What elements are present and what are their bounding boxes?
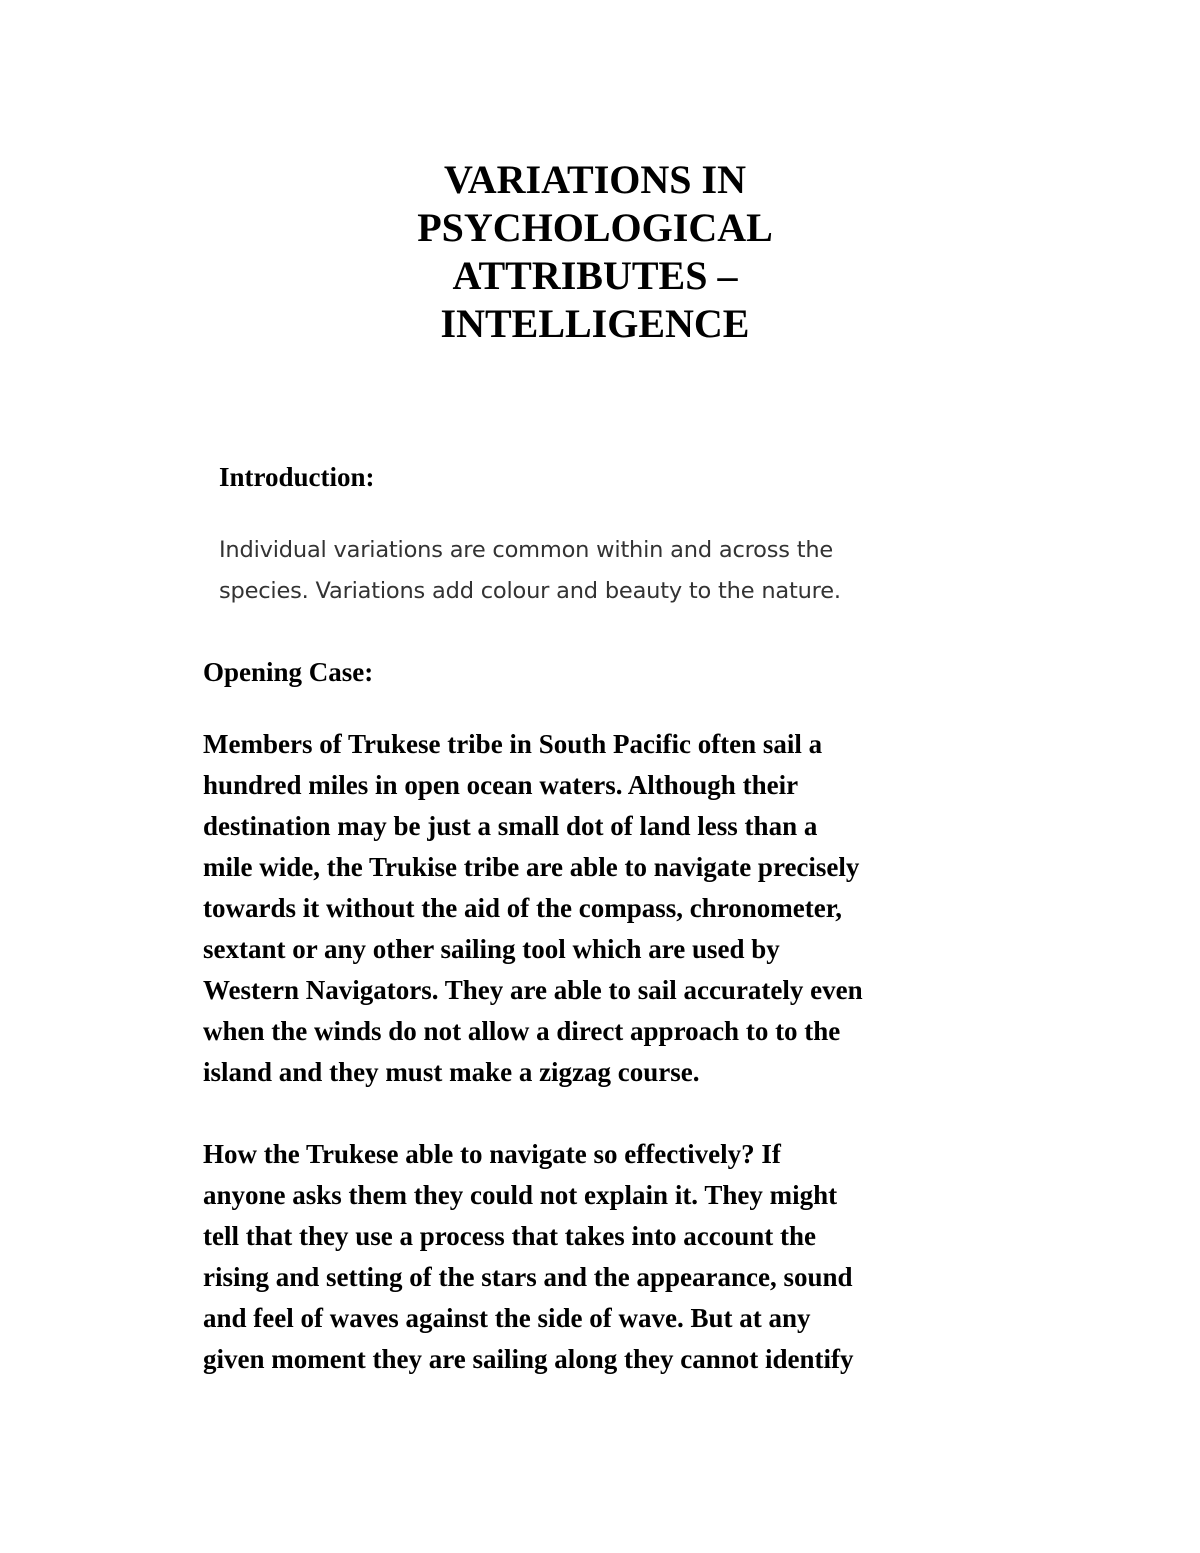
opening-case-heading: Opening Case:	[203, 657, 374, 687]
opening-case-paragraph-1	[203, 724, 863, 1093]
title-line: INTELLIGENCE	[440, 301, 750, 346]
paragraph-line: towards it without the aid of the compass, chronometer,	[203, 893, 842, 923]
title-line: ATTRIBUTES –	[452, 253, 738, 298]
paragraph-line: mile wide, the Trukise tribe are able to navigate precisely	[203, 852, 860, 882]
paragraph-line: destination may be just a small dot of land less than a	[203, 811, 818, 841]
paragraph-line: sextant or any other sailing tool which are used by	[203, 934, 780, 964]
paragraph-line: when the winds do not allow a direct approach to to the	[203, 1016, 841, 1046]
paragraph-line: tell that they use a process that takes into account the	[203, 1221, 816, 1251]
opening-case-paragraph-2	[203, 1134, 854, 1380]
paragraph-line: Members of Trukese tribe in South Pacific often sail a	[203, 729, 823, 759]
document-title	[300, 156, 890, 348]
paragraph-line: Individual variations are common within and across the	[219, 537, 834, 563]
paragraph-line: Western Navigators. They are able to sail accurately even	[203, 975, 863, 1005]
paragraph-line: given moment they are sailing along they cannot identify	[203, 1344, 854, 1374]
introduction-paragraph	[219, 530, 841, 612]
paragraph-line: species. Variations add colour and beauty to the nature.	[219, 578, 841, 604]
paragraph-line: anyone asks them they could not explain it. They might	[203, 1180, 838, 1210]
paragraph-line: rising and setting of the stars and the appearance, sound	[203, 1262, 853, 1292]
paragraph-line: How the Trukese able to navigate so effectively? If	[203, 1139, 781, 1169]
paragraph-line: island and they must make a zigzag course.	[203, 1057, 700, 1087]
title-line: VARIATIONS IN	[444, 157, 746, 202]
paragraph-line: hundred miles in open ocean waters. Although their	[203, 770, 799, 800]
title-line: PSYCHOLOGICAL	[417, 205, 773, 250]
introduction-heading: Introduction:	[219, 462, 375, 492]
paragraph-line: and feel of waves against the side of wave. But at any	[203, 1303, 811, 1333]
